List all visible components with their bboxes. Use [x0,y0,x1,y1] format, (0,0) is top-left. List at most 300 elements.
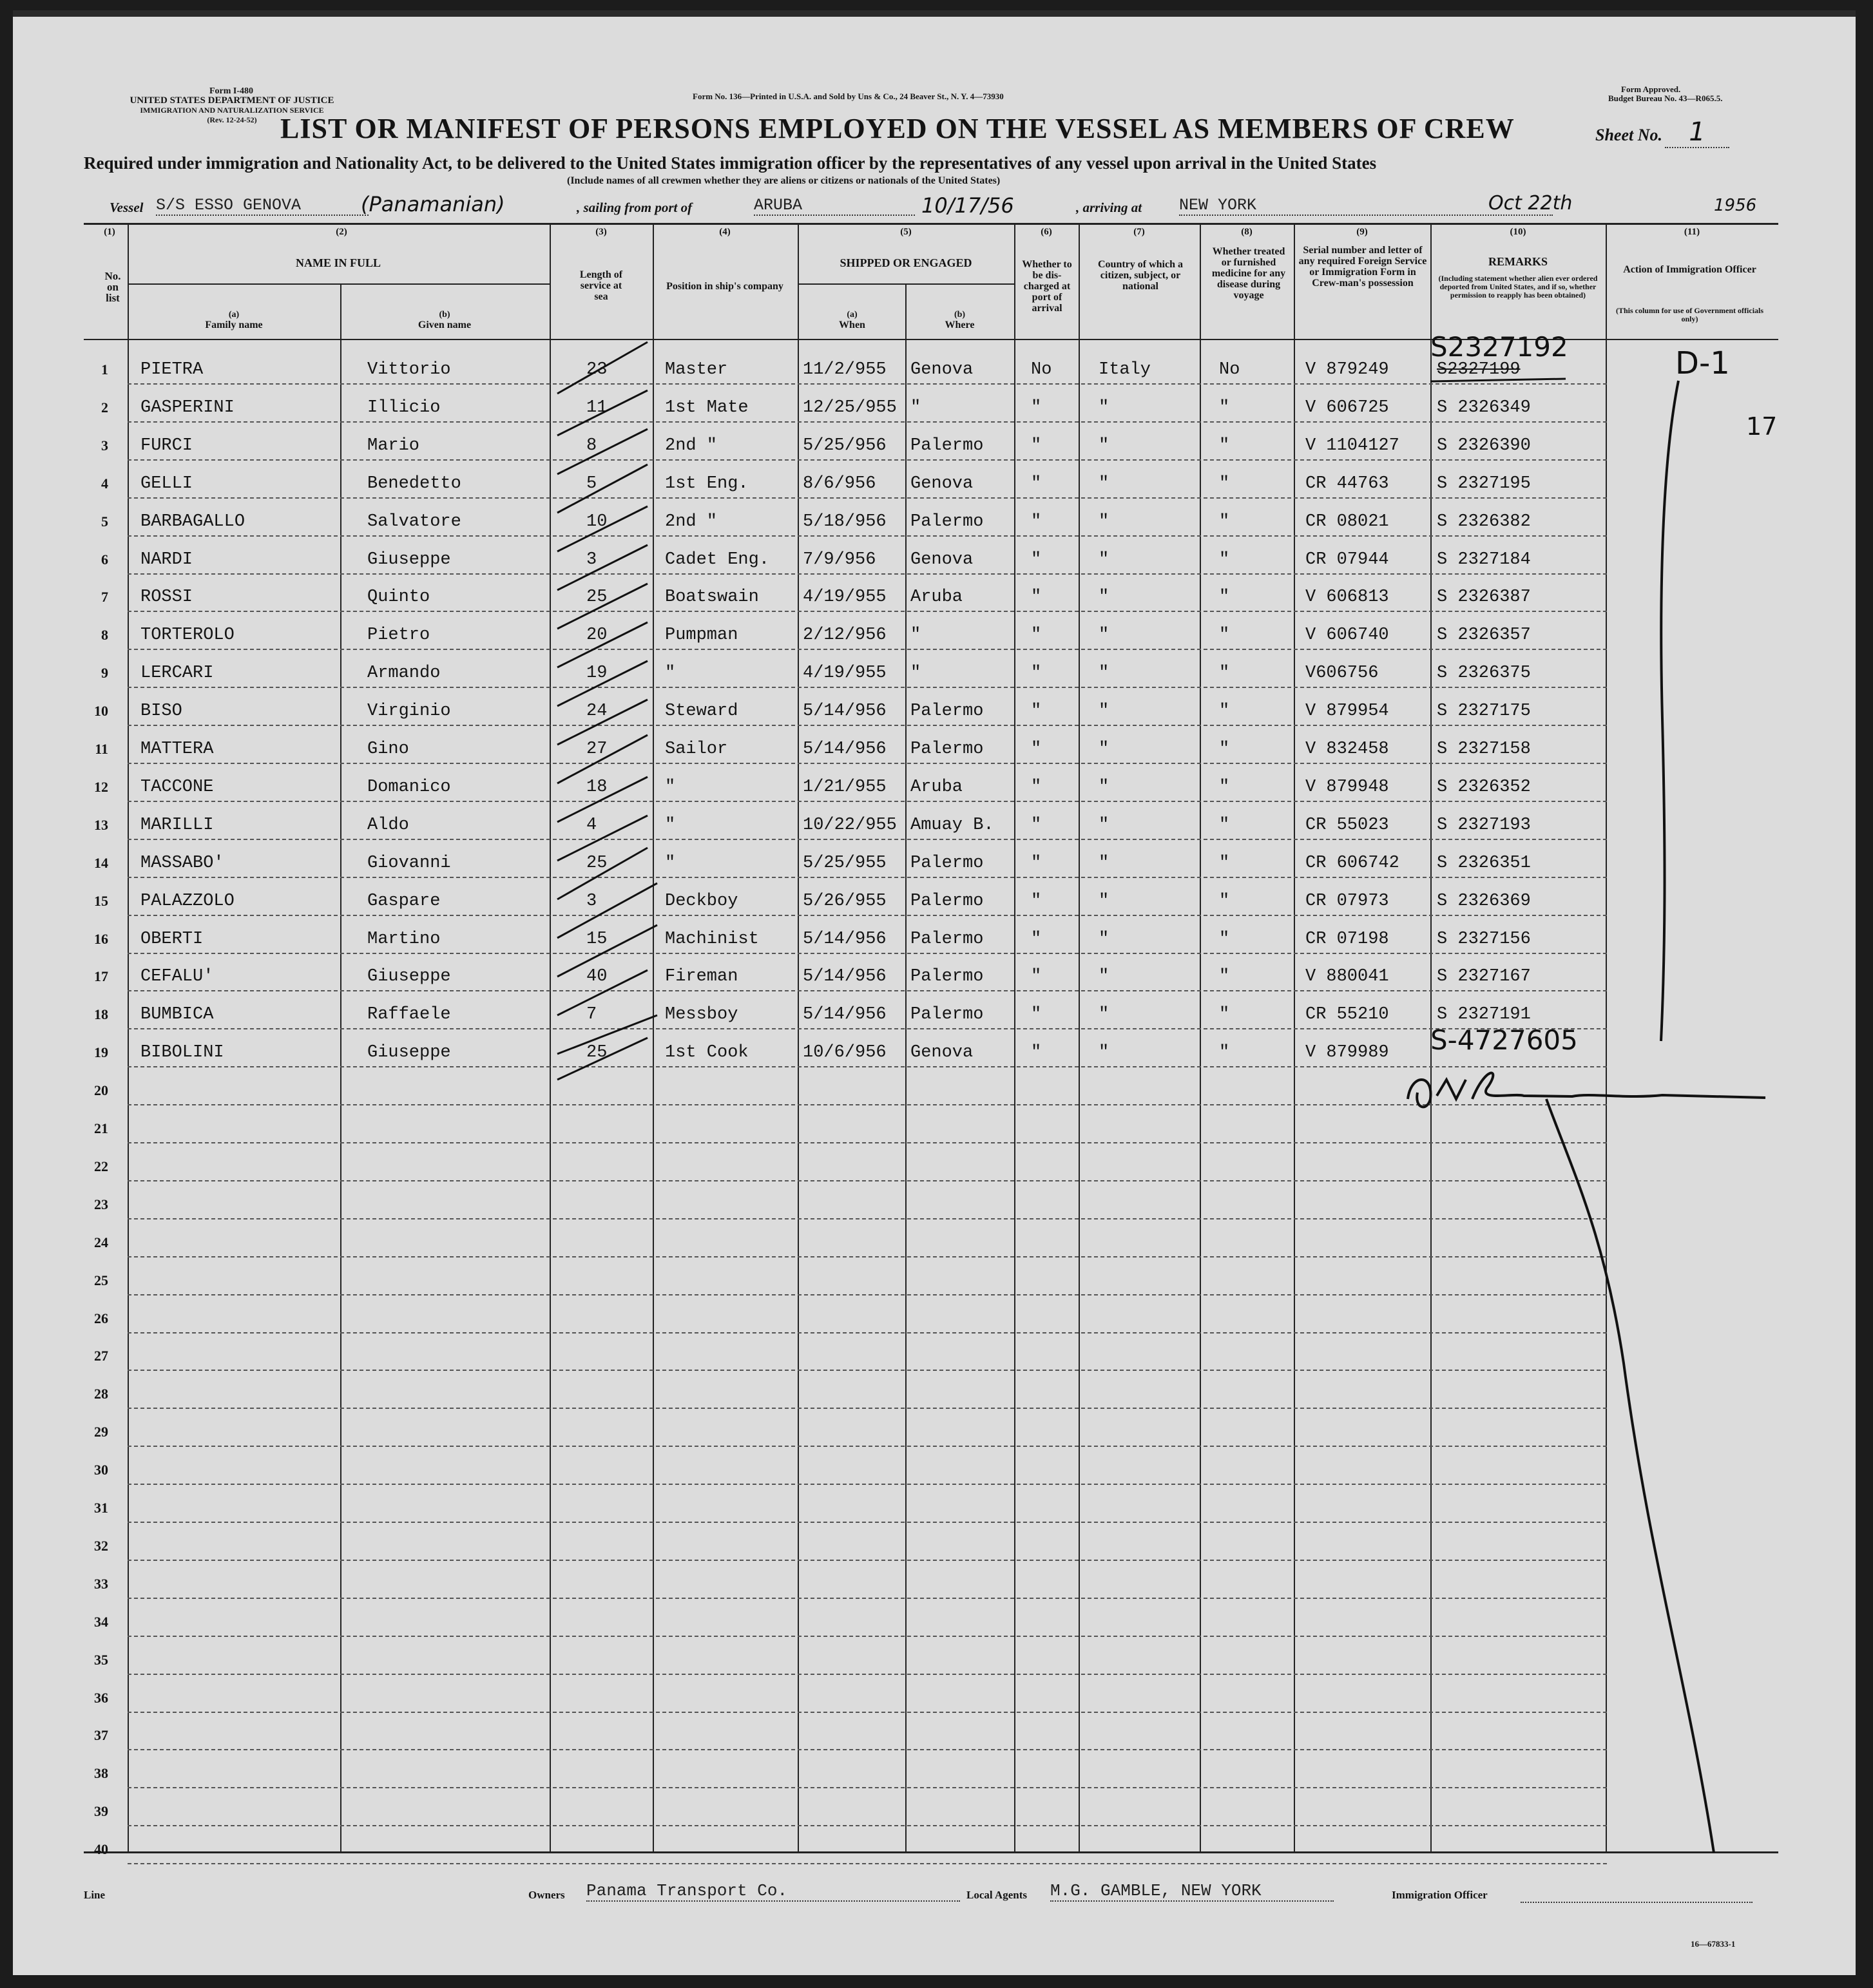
crew-position: 1st Mate [665,397,749,417]
crew-country: " [1099,702,1109,722]
crew-where: Palermo [910,891,984,911]
crew-discharged: " [1031,435,1042,455]
crew-position: Steward [665,702,738,722]
crew-family-name: MATTERA [140,740,214,759]
crew-length: 11 [586,397,608,417]
footer-line-label: Line [84,1889,106,1901]
crew-given-name: Mario [367,435,420,455]
crew-treated: " [1219,435,1230,455]
crew-length: 15 [586,929,608,949]
crew-length: 5 [586,473,597,493]
line-number: 10 [94,703,108,720]
crew-position: 1st Eng. [665,473,749,493]
crew-treated: " [1219,891,1230,911]
crew-discharged: " [1031,777,1042,797]
crew-family-name: NARDI [140,550,193,569]
crew-where: Palermo [910,853,984,873]
crew-discharged: " [1031,550,1042,569]
remark-19-handwritten: S-4727605 [1430,1024,1578,1056]
crew-when: 4/19/955 [803,664,887,683]
crew-given-name: Raffaele [367,1005,451,1025]
crew-country: " [1099,929,1109,949]
crew-remarks: S 2326382 [1437,511,1531,531]
footer-officer-label: Immigration Officer [1392,1889,1488,1901]
header-length: Length of service at sea [579,269,623,302]
arrival-date: Oct 22th [1488,192,1573,215]
crew-family-name: BUMBICA [140,1005,214,1025]
crew-country: " [1099,397,1109,417]
crew-given-name: Giuseppe [367,967,451,987]
line-number: 25 [94,1272,108,1288]
crew-country: " [1099,740,1109,759]
crew-remarks: S 2326375 [1437,664,1531,683]
crew-position: Sailor [665,740,728,759]
crew-treated: " [1219,1005,1230,1025]
crew-country: " [1099,853,1109,873]
line-number: 19 [94,1044,108,1061]
crew-serial: V 879954 [1305,702,1389,722]
crew-treated: " [1219,740,1230,759]
line-number: 27 [94,1348,108,1364]
crew-discharged: " [1031,473,1042,493]
crew-where: Amuay B. [910,815,994,835]
arrival-port: NEW YORK [1179,196,1553,216]
crew-serial: CR 55210 [1305,1005,1389,1025]
sheet-label: Sheet No. [1595,126,1662,144]
col-num-3: (3) [595,227,607,237]
crew-when: 5/14/956 [803,929,887,949]
crew-family-name: MASSABO' [140,853,224,873]
crew-given-name: Pietro [367,626,430,645]
crew-length: 3 [586,891,597,911]
crew-where: Palermo [910,702,984,722]
crew-discharged: " [1031,1043,1042,1063]
crew-position: " [665,815,676,835]
crew-discharged: " [1031,967,1042,987]
header-no-on-list: No. on list [104,270,121,304]
crew-country: " [1099,588,1109,607]
line-number: 6 [101,551,108,568]
form-code: 16—67833-1 [1691,1939,1736,1949]
form-approved: Form Approved. [1621,84,1681,94]
line-number: 29 [94,1424,108,1440]
crew-position: 2nd " [665,435,718,455]
arrival-year: 1956 [1714,196,1757,215]
crew-given-name: Salvatore [367,511,461,531]
crew-serial: V 880041 [1305,967,1389,987]
line-number: 28 [94,1386,108,1402]
crew-serial: CR 07944 [1305,550,1389,569]
crew-given-name: Vittorio [367,360,451,379]
line-number: 5 [101,513,108,530]
crew-position: " [665,853,676,873]
footer-owners: Panama Transport Co. [586,1881,960,1902]
crew-remarks: S 2327193 [1437,815,1531,835]
crew-country: " [1099,1043,1109,1063]
crew-where: Aruba [910,588,963,607]
footer-officer-line [1521,1902,1753,1903]
crew-remarks: S 2327191 [1437,1005,1531,1025]
crew-where: " [910,664,921,683]
header-given-name: Given name [418,320,472,330]
header-family-name: Family name [205,320,263,330]
line-number: 22 [94,1158,108,1174]
crew-family-name: PALAZZOLO [140,891,235,911]
crew-given-name: Gino [367,740,409,759]
crew-given-name: Aldo [367,815,409,835]
printer-note: Form No. 136—Printed in U.S.A. and Sold by Uns & Co., 24 Beaver St., N. Y. 4—73930 [693,91,1004,101]
crew-treated: " [1219,853,1230,873]
line-number: 20 [94,1082,108,1099]
signature-mark [1408,1073,1765,1853]
crew-treated: " [1219,588,1230,607]
sheet-number: 1 [1665,117,1729,148]
header-treated: Whether treated or furnished medicine for any disease during voyage [1211,246,1286,301]
crew-family-name: ROSSI [140,588,193,607]
crew-position: 2nd " [665,511,718,531]
crew-length: 24 [586,702,608,722]
line-number: 24 [94,1234,108,1250]
crew-country: " [1099,891,1109,911]
crew-where: Palermo [910,511,984,531]
crew-when: 5/14/956 [803,702,887,722]
crew-given-name: Gaspare [367,891,441,911]
crew-country: " [1099,777,1109,797]
crew-treated: " [1219,929,1230,949]
crew-position: Machinist [665,929,759,949]
line-number: 14 [94,854,108,871]
crew-when: 5/18/956 [803,511,887,531]
crew-family-name: BIBOLINI [140,1043,224,1063]
line-number: 13 [94,816,108,833]
crew-given-name: Illicio [367,397,441,417]
crew-country: " [1099,626,1109,645]
manifest-title: LIST OR MANIFEST OF PERSONS EMPLOYED ON THE VESSEL AS MEMBERS OF CREW [280,113,1515,144]
crew-discharged: " [1031,702,1042,722]
header-action-note: (This column for use of Government officials only) [1615,306,1764,323]
crew-given-name: Martino [367,929,441,949]
crew-position: Pumpman [665,626,738,645]
crew-family-name: MARILLI [140,815,214,835]
sailing-port: ARUBA [754,196,915,216]
crew-given-name: Domanico [367,777,451,797]
header-when: When [839,320,865,330]
line-number: 32 [94,1537,108,1554]
crew-serial: V 879249 [1305,360,1389,379]
crew-position: Master [665,360,728,379]
line-number: 16 [94,930,108,947]
vessel-flag: (Panamanian) [361,192,505,216]
crew-serial: CR 44763 [1305,473,1389,493]
crew-discharged: " [1031,397,1042,417]
arriving-label: , arriving at [1076,200,1142,215]
crew-family-name: TACCONE [140,777,214,797]
footer-agents-label: Local Agents [966,1889,1027,1901]
crew-given-name: Giuseppe [367,1043,451,1063]
header-name-in-full: NAME IN FULL [295,256,381,269]
crew-country: " [1099,435,1109,455]
crew-length: 23 [586,360,608,379]
line-number: 36 [94,1689,108,1706]
crew-remarks: S 2326352 [1437,777,1531,797]
crew-where: Palermo [910,967,984,987]
crew-where: Genova [910,360,974,379]
budget-bureau: Budget Bureau No. 43—R065.5. [1608,93,1723,103]
crew-serial: CR 606742 [1305,853,1399,873]
crew-serial: V 832458 [1305,740,1389,759]
crew-where: Palermo [910,929,984,949]
line-number: 40 [94,1841,108,1858]
line-number: 17 [94,968,108,985]
crew-treated: " [1219,511,1230,531]
line-number: 15 [94,892,108,909]
footer-owners-label: Owners [528,1889,565,1901]
line-number: 38 [94,1765,108,1782]
crew-when: 11/2/955 [803,360,887,379]
header-action: Action of Immigration Officer [1623,264,1756,275]
crew-country: " [1099,1005,1109,1025]
crew-discharged: " [1031,853,1042,873]
crew-position: Boatswain [665,588,759,607]
crew-length: 18 [586,777,608,797]
crew-where: Genova [910,473,974,493]
sailing-date: 10/17/56 [921,193,1014,218]
crew-when: 10/22/955 [803,815,897,835]
line-number: 37 [94,1727,108,1744]
crew-discharged: " [1031,511,1042,531]
crew-country: " [1099,511,1109,531]
service: IMMIGRATION AND NATURALIZATION SERVICE [140,106,324,115]
crew-remarks: S 2326351 [1437,853,1531,873]
line-number: 35 [94,1651,108,1668]
crew-where: Genova [910,550,974,569]
crew-discharged: " [1031,1005,1042,1025]
crew-remarks: S 2327175 [1437,702,1531,722]
crew-treated: " [1219,1043,1230,1063]
crew-family-name: GASPERINI [140,397,235,417]
crew-discharged: " [1031,588,1042,607]
header-given-b: (b) [439,310,450,320]
line-number: 30 [94,1462,108,1478]
crew-family-name: CEFALU' [140,967,214,987]
line-number: 18 [94,1006,108,1023]
manifest-subtitle: Required under immigration and Nationality Act, to be delivered to the United States immigration officer by the representatives of any vessel upon arrival in the United States [84,153,1377,173]
line-number: 9 [101,665,108,682]
crew-when: 4/19/955 [803,588,887,607]
crew-length: 3 [586,550,597,569]
crew-serial: CR 07198 [1305,929,1389,949]
crew-where: Palermo [910,435,984,455]
col-num-10: (10) [1510,227,1526,237]
line-number: 1 [101,361,108,378]
crew-serial: CR 08021 [1305,511,1389,531]
crew-when: 7/9/956 [803,550,876,569]
crew-given-name: Armando [367,664,441,683]
manifest-sheet [13,10,1856,1975]
crew-position: " [665,664,676,683]
crew-family-name: TORTEROLO [140,626,235,645]
crew-remarks: S 2327195 [1437,473,1531,493]
header-position: Position in ship's company [666,281,783,292]
line-number: 26 [94,1310,108,1326]
crew-family-name: OBERTI [140,929,204,949]
crew-serial: V 606740 [1305,626,1389,645]
crew-length: 8 [586,435,597,455]
crew-remarks: S 2326369 [1437,891,1531,911]
crew-position: 1st Cook [665,1043,749,1063]
header-when-a: (a) [847,310,858,320]
col-num-1: (1) [104,227,115,237]
col-num-7: (7) [1133,227,1145,237]
header-family-a: (a) [228,310,240,320]
crew-treated: " [1219,550,1230,569]
crew-discharged: " [1031,664,1042,683]
vessel-label: Vessel [110,200,144,215]
margin-count: 17 [1746,412,1778,441]
crew-family-name: GELLI [140,473,193,493]
remark-1-correction: S2327192 [1430,331,1568,363]
crew-when: 5/14/956 [803,1005,887,1025]
crew-where: Aruba [910,777,963,797]
crew-country: " [1099,967,1109,987]
crew-discharged: " [1031,815,1042,835]
crew-length: 25 [586,588,608,607]
crew-remarks: S2327199 [1437,360,1521,379]
footer-line [84,1878,1759,1904]
crew-position: Cadet Eng. [665,550,770,569]
crew-remarks: S 2326387 [1437,588,1531,607]
crew-where: Palermo [910,740,984,759]
crew-when: 1/21/955 [803,777,887,797]
crew-serial: V 879989 [1305,1043,1389,1063]
crew-serial: V606756 [1305,664,1379,683]
line-number: 12 [94,778,108,795]
header-where-b: (b) [954,310,966,320]
remark-strike [1430,379,1566,381]
col-num-9: (9) [1356,227,1368,237]
header-remarks: REMARKS [1488,255,1548,268]
crew-given-name: Virginio [367,702,451,722]
action-bracket [1661,381,1678,1041]
crew-treated: " [1219,664,1230,683]
crew-where: " [910,397,921,417]
crew-where: Genova [910,1043,974,1063]
line-number: 7 [101,589,108,606]
crew-discharged: " [1031,626,1042,645]
crew-remarks: S 2326349 [1437,397,1531,417]
crew-serial: V 606725 [1305,397,1389,417]
crew-remarks: S 2327167 [1437,967,1531,987]
col-num-6: (6) [1041,227,1052,237]
crew-serial: V 1104127 [1305,435,1399,455]
crew-country: " [1099,473,1109,493]
crew-serial: V 879948 [1305,777,1389,797]
crew-given-name: Quinto [367,588,430,607]
revision: (Rev. 12-24-52) [207,115,257,124]
crew-serial: CR 07973 [1305,891,1389,911]
line-number: 8 [101,627,108,644]
sailing-from-label: , sailing from port of [577,200,693,215]
crew-when: 5/25/955 [803,853,887,873]
col-num-11: (11) [1684,227,1700,237]
crew-treated: " [1219,626,1230,645]
crew-when: 5/14/956 [803,740,887,759]
crew-when: 5/26/955 [803,891,887,911]
crew-position: Fireman [665,967,738,987]
header-remarks-note: (Including statement whether alien ever ordered deported from United States, and if so, whether permission to reapply has been obtained) [1438,274,1598,300]
crew-family-name: BARBAGALLO [140,511,245,531]
crew-treated: " [1219,397,1230,417]
handwriting-layer [13,10,1856,1975]
crew-serial: V 606813 [1305,588,1389,607]
crew-length: 25 [586,1043,608,1063]
crew-position: Messboy [665,1005,738,1025]
line-number: 23 [94,1196,108,1212]
col-num-2: (2) [336,227,347,237]
crew-where: " [910,626,921,645]
crew-given-name: Benedetto [367,473,461,493]
crew-position: " [665,777,676,797]
crew-treated: No [1219,360,1240,379]
crew-remarks: S 2327184 [1437,550,1531,569]
crew-family-name: LERCARI [140,664,214,683]
crew-discharged: " [1031,929,1042,949]
line-number: 34 [94,1613,108,1630]
vessel-name: S/S ESSO GENOVA [156,196,369,216]
line-number: 39 [94,1803,108,1820]
header-serial: Serial number and letter of any required Foreign Service or Immigration Form in Crew-man's possession [1298,245,1427,289]
footer-agents: M.G. GAMBLE, NEW YORK [1050,1881,1334,1902]
line-number: 4 [101,475,108,492]
crew-discharged: " [1031,740,1042,759]
crew-when: 12/25/955 [803,397,897,417]
crew-length: 25 [586,853,608,873]
crew-remarks: S 2326357 [1437,626,1531,645]
crew-treated: " [1219,777,1230,797]
line-number: 21 [94,1120,108,1136]
crew-family-name: BISO [140,702,182,722]
crew-position: Deckboy [665,891,738,911]
col-num-5: (5) [900,227,912,237]
crew-remarks: S 2327156 [1437,929,1531,949]
header-where: Where [945,320,975,330]
crew-family-name: FURCI [140,435,193,455]
crew-remarks: S 2327158 [1437,740,1531,759]
crew-family-name: PIETRA [140,360,204,379]
crew-when: 8/6/956 [803,473,876,493]
crew-country: " [1099,550,1109,569]
line-number: 31 [94,1500,108,1516]
crew-treated: " [1219,815,1230,835]
crew-where: Palermo [910,1005,984,1025]
crew-serial: CR 55023 [1305,815,1389,835]
header-discharged: Whether to be dis-charged at port of arrival [1022,259,1072,314]
department: UNITED STATES DEPARTMENT OF JUSTICE [130,95,334,106]
line-number: 33 [94,1575,108,1592]
line-number: 11 [95,741,108,757]
header-shipped: SHIPPED OR ENGAGED [840,256,972,269]
crew-note: (Include names of all crewmen whether they are aliens or citizens or nationals of the United States) [567,175,1001,186]
crew-when: 5/25/956 [803,435,887,455]
crew-remarks: S 2326390 [1437,435,1531,455]
crew-length: 19 [586,664,608,683]
crew-length: 40 [586,967,608,987]
crew-discharged: No [1031,360,1052,379]
crew-length: 20 [586,626,608,645]
line-number: 3 [101,437,108,454]
crew-length: 7 [586,1005,597,1025]
action-d1: D-1 [1675,345,1730,381]
